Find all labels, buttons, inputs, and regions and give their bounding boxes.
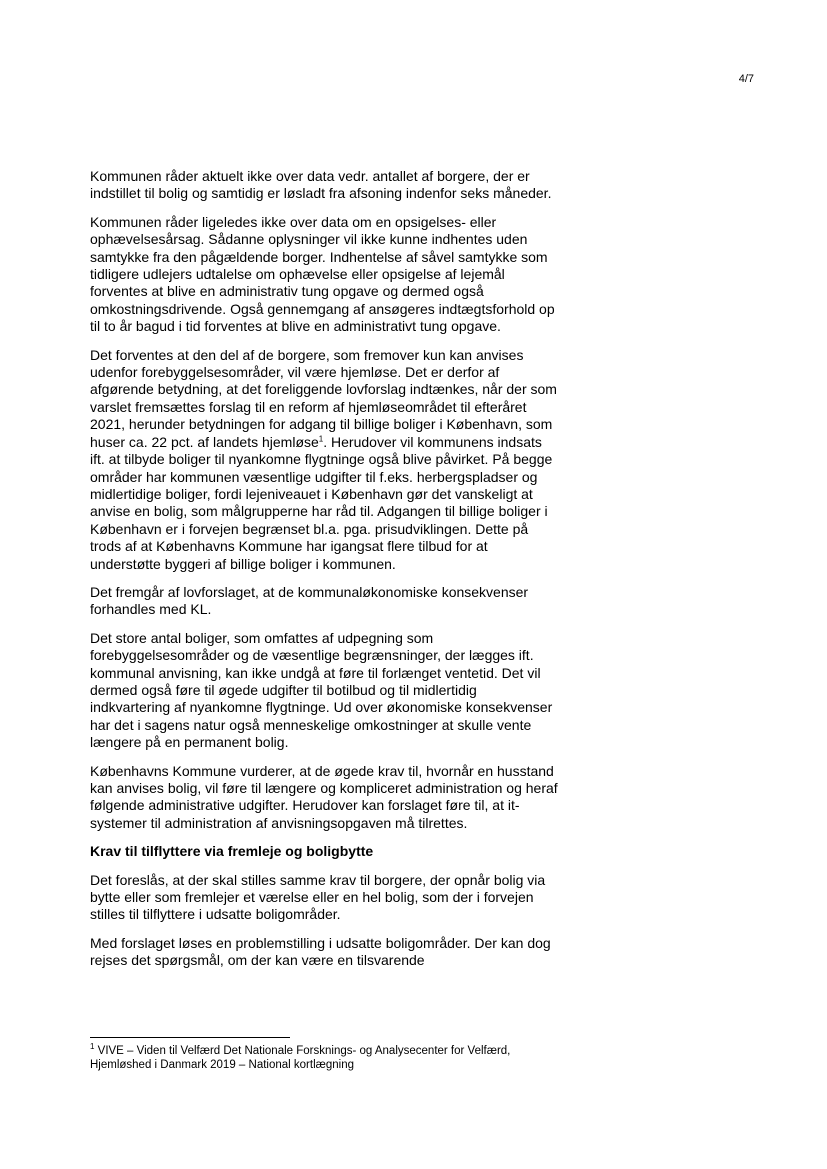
paragraph-economic-consequences: Det fremgår af lovforslaget, at de kommunaløkonomiske konsekvenser forhandles med KL. bbox=[90, 583, 529, 618]
paragraph-administration: Københavns Kommune vurderer, at de øgede krav til, hvornår en husstand kan anvises bolig, vil føre til længere og kompliceret administration og heraf følgende administrative udgifter. Herudover kan forslaget føre til, at it-systemer til administration af anvisningsopgaven må tilrettes. bbox=[90, 762, 558, 831]
page-number: 4/7 bbox=[738, 73, 754, 85]
footnote-reference: 1 bbox=[318, 434, 324, 444]
paragraph-problem: Med forslaget løses en problemstilling i udsatte boligområder. Der kan dog rejses det spørgsmål, om der kan være en tilsvarende bbox=[90, 934, 551, 969]
footnote-divider bbox=[90, 1037, 290, 1038]
paragraph-requirements: Det foreslås, at der skal stilles samme krav til borgere, der opnår bolig via bytte eller som fremlejer et værelse eller en hel bolig, som der i forvejen stilles til tilflyttere i udsatte boligområder. bbox=[90, 871, 546, 923]
paragraph-homelessness-text-1: Det forventes at den del af de borgere, som fremover kun kan anvises udenfor forebyggelsesområder, vil være hjemløse. Det er derfor af afgørende betydning, at det foreliggende lovforslag indtænkes, når der som varslet fremsættes forslag til en reform af hjemløseområdet til efteråret 2021, herunder betydningen for adgang til billige boliger i København, som huser ca. 22 pct. af landets hjemløse bbox=[90, 346, 557, 450]
paragraph-homelessness bbox=[90, 347, 560, 573]
section-heading: Krav til tilflyttere via fremleje og boligbytte bbox=[90, 843, 374, 860]
paragraph-homelessness-text-2: . Herudover vil kommunens indsats ift. at tilbyde boliger til nyankomne flygtninge også blive påvirket. På begge områder har kommunen væsentlige udgifter til f.eks. herbergspladser og midlertidige boliger, fordi lejeniveauet i København gør det vanskeligt at anvise en bolig, som målgrupperne har råd til. Adgangen til billige boliger i København er i forvejen begrænset bl.a. pga. prisudviklingen. Dette på trods af at Københavns Kommune har igangsat flere tilbud for at understøtte byggeri af billige boliger i kommunen. bbox=[90, 433, 553, 572]
paragraph-termination-cause: Kommunen råder ligeledes ikke over data om en opsigelses- eller ophævelsesårsag. Sådanne oplysninger vil ikke kunne indhentes uden samtykke fra den pågældende borger. Indhentelse af såvel samtykke som tidligere udlejers udtalelse om ophævelse eller opsigelse af lejemål forventes at blive en administrativ tung opgave og dermed også omkostningsdrivende. Også gennemgang af ansøgeres indtægtsforhold op til to år bagud i tid forventes at blive en administrativt tung opgave. bbox=[90, 213, 555, 335]
document-body bbox=[90, 168, 560, 981]
footnote bbox=[90, 1044, 570, 1073]
paragraph-waiting-time: Det store antal boliger, som omfattes af udpegning som forebyggelsesområder og de væsentlige begrænsninger, der lægges ift. kommunal anvisning, kan ikke undgå at føre til forlænget ventetid. Det vil dermed også føre til øgede udgifter til botilbud og til midlertidig indkvartering af nyankomne flygtninge. Ud over økonomiske konsekvenser har det i sagens natur også menneskelige omkostninger at skulle vente længere på en permanent bolig. bbox=[90, 629, 553, 751]
footnote-marker: 1 bbox=[90, 1042, 95, 1052]
paragraph-data-release: Kommunen råder aktuelt ikke over data vedr. antallet af borgere, der er indstillet til bolig og samtidig er løsladt fra afsoning indenfor seks måneder. bbox=[90, 168, 552, 202]
footnote-text: VIVE – Viden til Velfærd Det Nationale Forsknings- og Analysecenter for Velfærd, Hjemløshed i Danmark 2019 – National kortlægning bbox=[90, 1045, 511, 1072]
